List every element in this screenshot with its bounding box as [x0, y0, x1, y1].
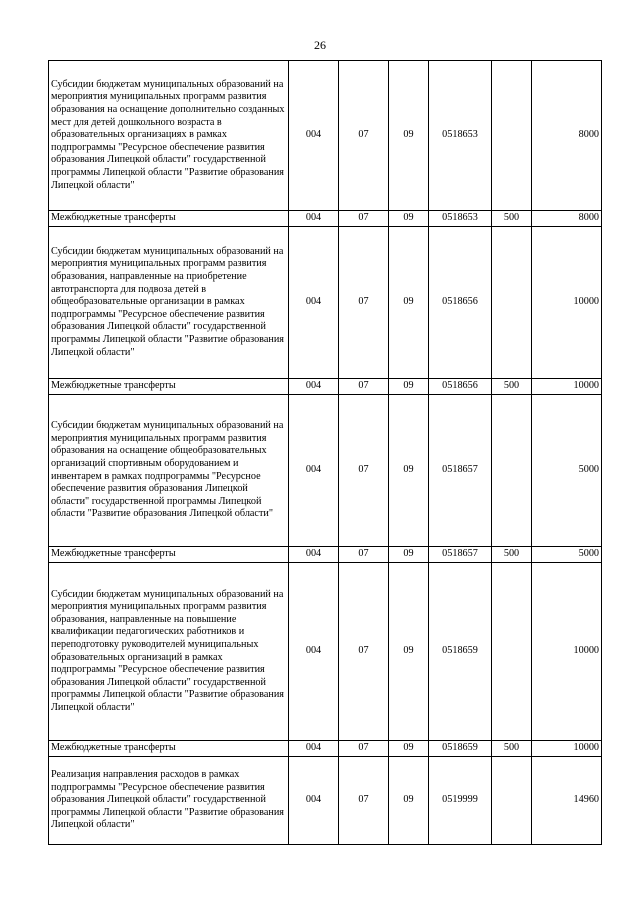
- expense-name: Субсидии бюджетам муниципальных образований на мероприятия муниципальных программ развития образования, направленные на повышение квалификации педагогических работников и переподготовку руководителей муниципальных образовательных организаций в рамках подпрограммы "Ресурсное обеспечение развития образования Липецкой области" государственной программы Липецкой области "Развитие образования Липецкой области": [49, 563, 289, 741]
- amount: 8000: [532, 211, 602, 227]
- target-code: 0518657: [429, 547, 492, 563]
- amount: 5000: [532, 547, 602, 563]
- subsection-code: 09: [389, 227, 429, 379]
- target-code: 0518656: [429, 379, 492, 395]
- ministry-code: 004: [289, 547, 339, 563]
- page-number: 26: [314, 38, 326, 52]
- expense-name: Межбюджетные трансферты: [49, 379, 289, 395]
- ministry-code: 004: [289, 757, 339, 845]
- ministry-code: 004: [289, 211, 339, 227]
- target-code: 0518659: [429, 563, 492, 741]
- expense-type-code: [492, 227, 532, 379]
- section-code: 07: [339, 211, 389, 227]
- budget-table: [48, 60, 602, 845]
- expense-type-code: [492, 563, 532, 741]
- subsection-code: 09: [389, 395, 429, 547]
- section-code: 07: [339, 757, 389, 845]
- table-row: [49, 741, 602, 757]
- expense-name: Межбюджетные трансферты: [49, 211, 289, 227]
- expense-type-code: [492, 757, 532, 845]
- expense-name: Субсидии бюджетам муниципальных образований на мероприятия муниципальных программ развития образования, направленные на приобретение автотранспорта для подвоза детей в общеобразовательные организации в рамках подпрограммы "Ресурсное обеспечение развития образования Липецкой области" государственной программы Липецкой области "Развитие образования Липецкой области": [49, 227, 289, 379]
- subsection-code: 09: [389, 757, 429, 845]
- table-row: [49, 547, 602, 563]
- section-code: 07: [339, 547, 389, 563]
- ministry-code: 004: [289, 563, 339, 741]
- expense-type-code: 500: [492, 379, 532, 395]
- table-row: [49, 61, 602, 211]
- expense-name: Субсидии бюджетам муниципальных образований на мероприятия муниципальных программ развития образования на оснащение общеобразовательных организаций спортивным оборудованием и инвентарем в рамках подпрограммы "Ресурсное обеспечение развития образования Липецкой области" государственной программы Липецкой области "Развитие образования Липецкой области": [49, 395, 289, 547]
- ministry-code: 004: [289, 741, 339, 757]
- expense-name: Реализация направления расходов в рамках подпрограммы "Ресурсное обеспечение развития образования Липецкой области" государственной программы Липецкой области "Развитие образования Липецкой области": [49, 757, 289, 845]
- amount: 10000: [532, 563, 602, 741]
- subsection-code: 09: [389, 211, 429, 227]
- ministry-code: 004: [289, 395, 339, 547]
- table-row: [49, 227, 602, 379]
- subsection-code: 09: [389, 61, 429, 211]
- ministry-code: 004: [289, 227, 339, 379]
- expense-type-code: [492, 61, 532, 211]
- expense-type-code: 500: [492, 547, 532, 563]
- target-code: 0518653: [429, 61, 492, 211]
- target-code: 0518653: [429, 211, 492, 227]
- section-code: 07: [339, 227, 389, 379]
- table-row: [49, 757, 602, 845]
- expense-type-code: 500: [492, 741, 532, 757]
- section-code: 07: [339, 563, 389, 741]
- table-row: [49, 379, 602, 395]
- target-code: 0519999: [429, 757, 492, 845]
- target-code: 0518657: [429, 395, 492, 547]
- amount: 10000: [532, 227, 602, 379]
- section-code: 07: [339, 395, 389, 547]
- amount: 5000: [532, 395, 602, 547]
- subsection-code: 09: [389, 563, 429, 741]
- ministry-code: 004: [289, 61, 339, 211]
- subsection-code: 09: [389, 547, 429, 563]
- amount: 10000: [532, 379, 602, 395]
- section-code: 07: [339, 61, 389, 211]
- table-row: [49, 563, 602, 741]
- target-code: 0518656: [429, 227, 492, 379]
- table-row: [49, 211, 602, 227]
- expense-type-code: [492, 395, 532, 547]
- expense-name: Межбюджетные трансферты: [49, 741, 289, 757]
- expense-type-code: 500: [492, 211, 532, 227]
- section-code: 07: [339, 741, 389, 757]
- expense-name: Субсидии бюджетам муниципальных образований на мероприятия муниципальных программ развития образования на оснащение дополнительно созданных мест для детей дошкольного возраста в образовательных организациях в рамках подпрограммы "Ресурсное обеспечение развития образования Липецкой области" государственной программы Липецкой области "Развитие образования Липецкой области": [49, 61, 289, 211]
- subsection-code: 09: [389, 741, 429, 757]
- ministry-code: 004: [289, 379, 339, 395]
- section-code: 07: [339, 379, 389, 395]
- amount: 8000: [532, 61, 602, 211]
- subsection-code: 09: [389, 379, 429, 395]
- amount: 10000: [532, 741, 602, 757]
- table-row: [49, 395, 602, 547]
- amount: 14960: [532, 757, 602, 845]
- target-code: 0518659: [429, 741, 492, 757]
- expense-name: Межбюджетные трансферты: [49, 547, 289, 563]
